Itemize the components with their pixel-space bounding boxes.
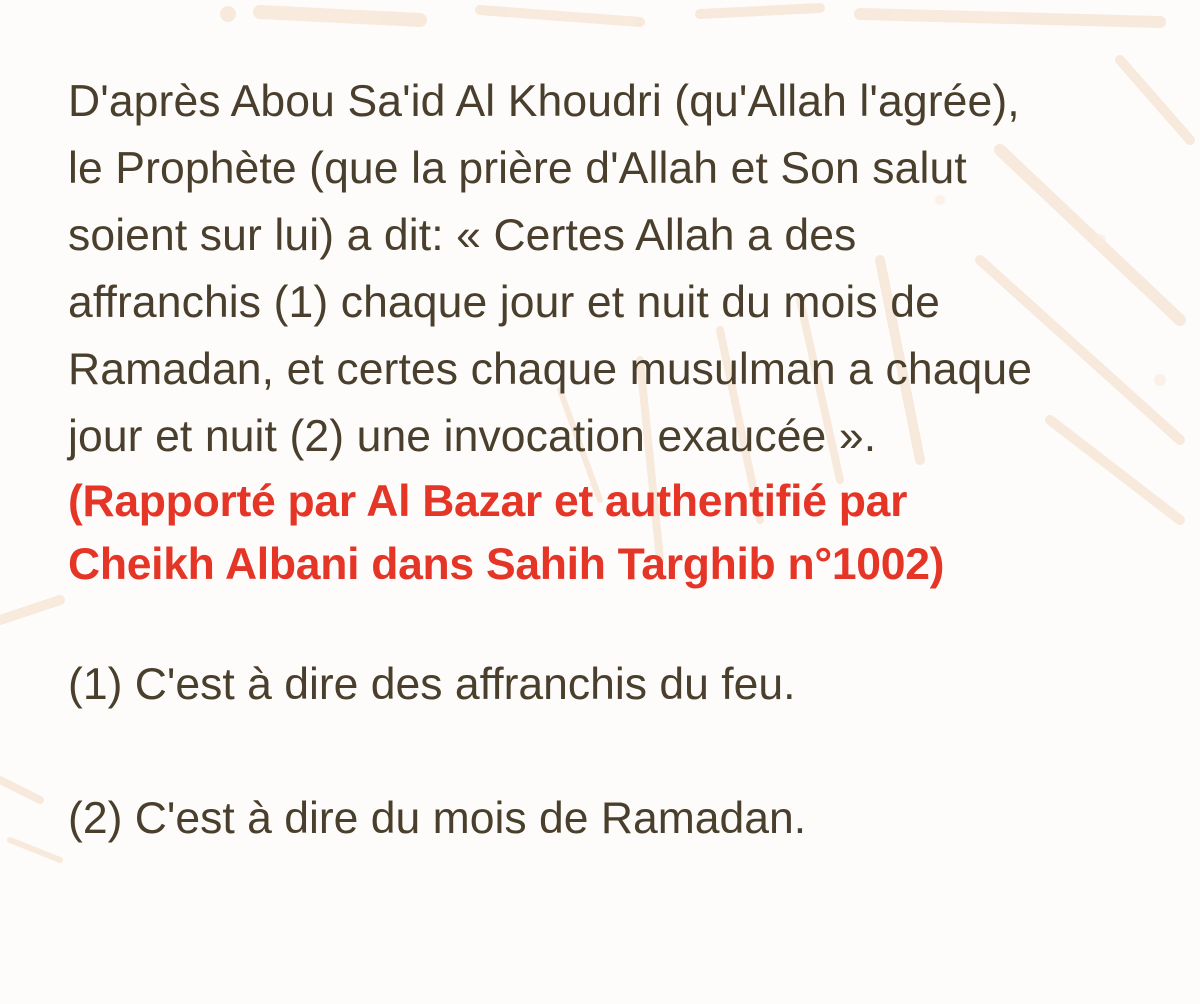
hadith-line: le Prophète (que la prière d'Allah et Son salut xyxy=(68,144,967,193)
source-line: (Rapporté par Al Bazar et authentifié par xyxy=(68,477,908,526)
hadith-line: D'après Abou Sa'id Al Khoudri (qu'Allah l'agrée), xyxy=(68,77,1020,126)
hadith-document xyxy=(68,68,1178,852)
footnote-2: (2) C'est à dire du mois de Ramadan. xyxy=(68,794,807,843)
hadith-text xyxy=(68,68,1178,470)
hadith-line: affranchis (1) chaque jour et nuit du mois de xyxy=(68,278,940,327)
hadith-line: soient sur lui) a dit: « Certes Allah a des xyxy=(68,211,857,260)
hadith-line: jour et nuit (2) une invocation exaucée ». xyxy=(68,412,877,461)
hadith-source xyxy=(68,470,1178,596)
hadith-line: Ramadan, et certes chaque musulman a chaque xyxy=(68,345,1033,394)
footnote-1: (1) C'est à dire des affranchis du feu. xyxy=(68,660,796,709)
source-line: Cheikh Albani dans Sahih Targhib n°1002) xyxy=(68,540,945,589)
